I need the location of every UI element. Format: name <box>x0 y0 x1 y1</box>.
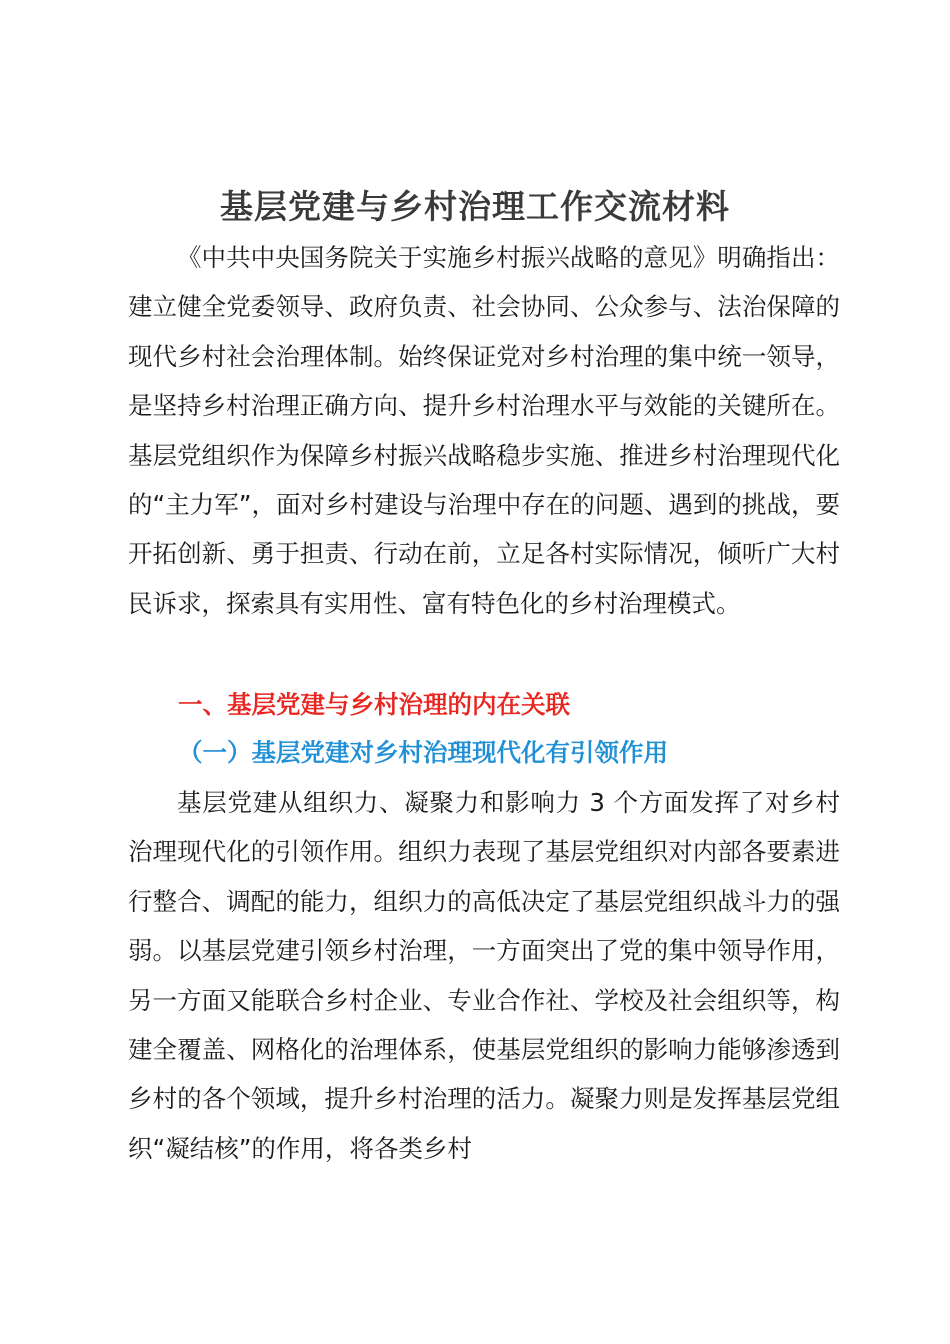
document-title: 基层党建与乡村治理工作交流材料 <box>220 187 730 226</box>
subsection-heading: （一）基层党建对乡村治理现代化有引领作用 <box>178 738 668 767</box>
section-heading: 一、基层党建与乡村治理的内在关联 <box>178 690 570 719</box>
body-paragraph: 基层党建从组织力、凝聚力和影响力 3 个方面发挥了对乡村治理现代化的引领作用。组织力表现了基层党组织对内部各要素进行整合、调配的能力，组织力的高低决定了基层党组织战斗力的强弱。以基层党建引领乡村治理，一方面突出了党的集中领导作用，另一方面又能联合乡村企业、专业合作社、学校及社会组织等，构建全覆盖、网格化的治理体系，使基层党组织的影响力能够渗透到乡村的各个领域，提升乡村治理的活力。凝聚力则是发挥基层党组织“凝结核”的作用，将各类乡村 <box>128 788 840 1163</box>
intro-paragraph: 《中共中央国务院关于实施乡村振兴战略的意见》明确指出：建立健全党委领导、政府负责、社会协同、公众参与、法治保障的现代乡村社会治理体制。始终保证党对乡村治理的集中统一领导，是坚持乡村治理正确方向、提升乡村治理水平与效能的关键所在。基层党组织作为保障乡村振兴战略稳步实施、推进乡村治理现代化的“主力军”，面对乡村建设与治理中存在的问题、遇到的挑战，要开拓创新、勇于担责、行动在前，立足各村实际情况，倾听广大村民诉求，探索具有实用性、富有特色化的乡村治理模式。 <box>128 243 840 618</box>
